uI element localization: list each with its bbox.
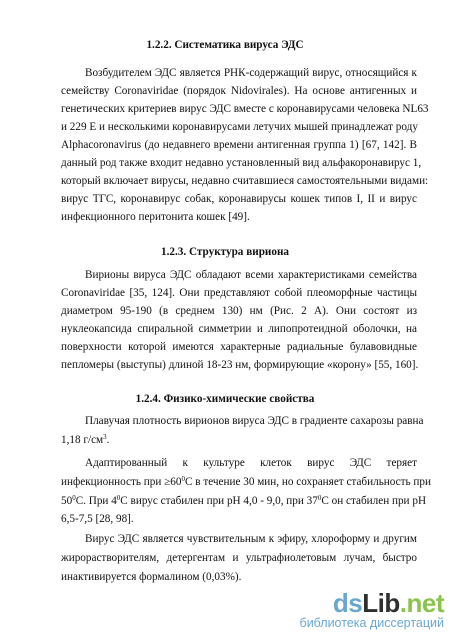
paragraph-line: 6,5-7,5 [28, 98]. (61, 513, 134, 525)
paragraph-line: данный род также входит недавно установленный вид альфакоронавирус 1, (61, 157, 422, 169)
line-text: С в течение 30 мин, но сохраняет стабильность при (185, 476, 431, 488)
line-text: инфекционность при ≥60 (61, 476, 182, 488)
paragraph-line: жирорастворителям, детергентам и ультрафиолетовым лучам, быстро (61, 552, 417, 564)
paragraph-line: Вирус ЭДС является чувствительным к эфиру, хлороформу и другим (85, 533, 417, 545)
paragraph-line: диаметром 95-190 (в среднем 130) нм (Рис. 2 А). Они состоят из (61, 305, 417, 317)
paragraph-line: Alphacoronavirus (до недавнего времени антигенная группа 1) [67, 142]. В (61, 139, 417, 151)
paragraph-line (61, 475, 431, 489)
paragraph-line: Адаптированный к культуре клеток вирус ЭДС теряет (85, 457, 417, 469)
paragraph-line: поверхности которой имеются характерные радиальные булавовидные (61, 341, 417, 353)
line-text: С вирус стабилен при рН 4,0 - 9,0, при 37 (120, 495, 318, 507)
paragraph-line: и 229 E и несколькими коронавирусами летучих мышей принадлежат роду (61, 121, 418, 133)
line-text: . (106, 434, 110, 446)
paragraph-line: семейству Coronaviridae (порядок Nidovirales). На основе антигенных и (61, 85, 417, 97)
line-text: С. При 4 (75, 495, 117, 507)
paragraph-line: генетических критериев вирус ЭДС вместе с коронавирусами человека NL63 (61, 103, 429, 115)
paragraph-line: Плавучая плотность вирионов вируса ЭДС в градиенте сахарозы равна (85, 415, 424, 427)
site-logo (300, 590, 444, 616)
paragraph-line: Coronaviridae [35, 124]. Они представляют собой плеоморфные частицы (61, 287, 417, 299)
paragraph-line: инфекционного перитонита кошек [49]. (61, 211, 250, 223)
section-heading-physicochemical: 1.2.4. Физико-химические свойства (135, 393, 315, 405)
paragraph-line: пепломеры (выступы) длиной 18-23 нм, формирующие «корону» [55, 160]. (61, 359, 419, 371)
superscript: 0 (181, 475, 185, 483)
watermark (300, 590, 444, 630)
superscript: 3 (103, 433, 107, 441)
superscript: 0 (72, 494, 76, 502)
paragraph-line (61, 433, 417, 447)
paragraph-line: нуклеокапсида спиральной симметрии и липопротеидной оболочки, на (61, 323, 417, 335)
paragraph-line: который включает вирусы, недавно считавшиеся самостоятельными видами: (61, 175, 429, 187)
logo-part: .net (399, 588, 444, 618)
superscript: 0 (317, 494, 322, 502)
logo-part: ds (332, 588, 363, 618)
paragraph-line: вирус ТГС, коронавирус собак, коронавирусы кошек типов I, II и вирус (61, 193, 417, 205)
line-text: 50 (61, 495, 73, 507)
paragraph-line (61, 494, 427, 508)
line-text: С он стабилен при рН (321, 495, 427, 507)
paragraph-line: инактивируется формалином (0,03%). (61, 571, 242, 583)
logo-part: Lib (362, 588, 400, 618)
site-subtitle: библиотека диссертаций (299, 616, 444, 630)
line-text: 1,18 г/см (61, 434, 104, 446)
paragraph-line: Вирионы вируса ЭДС обладают всеми характеристиками семейства (85, 269, 417, 281)
section-heading-virion-structure: 1.2.3. Структура вириона (161, 246, 289, 258)
paragraph-line: Возбудителем ЭДС является РНК-содержащий вирус, относящийся к (85, 67, 417, 79)
section-heading-systematics: 1.2.2. Систематика вируса ЭДС (146, 39, 304, 51)
superscript: 0 (116, 494, 121, 502)
